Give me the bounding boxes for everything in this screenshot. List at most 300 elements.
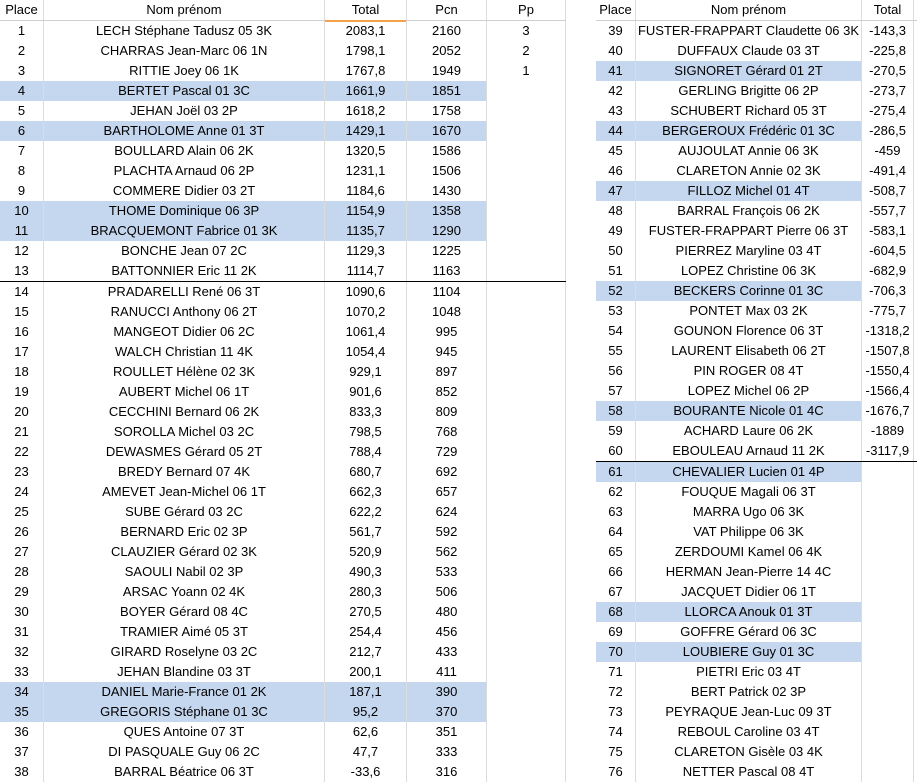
pp-cell xyxy=(487,121,566,141)
pcn-cell: 995 xyxy=(407,322,487,342)
table-row xyxy=(596,542,917,562)
place-cell: 68 xyxy=(596,602,636,622)
place-cell: 2 xyxy=(0,41,44,61)
total-cell: 2083,1 xyxy=(325,21,407,41)
table-row xyxy=(596,21,917,41)
name-cell: BATTONNIER Eric 11 2K xyxy=(44,261,325,281)
place-cell: 6 xyxy=(0,121,44,141)
total-cell: 1618,2 xyxy=(325,101,407,121)
place-cell: 75 xyxy=(596,742,636,762)
total-cell: 622,2 xyxy=(325,502,407,522)
place-cell: 57 xyxy=(596,381,636,401)
pcn-cell: 1670 xyxy=(407,121,487,141)
pp-cell xyxy=(487,101,566,121)
place-cell: 58 xyxy=(596,401,636,421)
table-body-right xyxy=(596,21,917,782)
table-row xyxy=(596,161,917,181)
pcn-cell: 852 xyxy=(407,382,487,402)
name-cell: AUBERT Michel 06 1T xyxy=(44,382,325,402)
name-cell: HERMAN Jean-Pierre 14 4C xyxy=(636,562,862,582)
pcn-cell: 456 xyxy=(407,622,487,642)
total-cell: -508,7 xyxy=(862,181,914,201)
place-cell: 27 xyxy=(0,542,44,562)
pp-cell xyxy=(487,261,566,281)
place-cell: 30 xyxy=(0,602,44,622)
place-cell: 54 xyxy=(596,321,636,341)
total-cell: -270,5 xyxy=(862,61,914,81)
name-cell: CLARETON Gisèle 03 4K xyxy=(636,742,862,762)
pcn-cell: 333 xyxy=(407,742,487,762)
name-cell: SUBE Gérard 03 2C xyxy=(44,502,325,522)
name-cell: BRACQUEMONT Fabrice 01 3K xyxy=(44,221,325,241)
name-cell: BERGEROUX Frédéric 01 3C xyxy=(636,121,862,141)
total-cell: 187,1 xyxy=(325,682,407,702)
table-header-right xyxy=(596,0,917,21)
pcn-cell: 1506 xyxy=(407,161,487,181)
ranking-table-right xyxy=(596,0,917,782)
name-cell: BERNARD Eric 02 3P xyxy=(44,522,325,542)
name-cell: BONCHE Jean 07 2C xyxy=(44,241,325,261)
name-cell: PIERREZ Maryline 03 4T xyxy=(636,241,862,261)
name-cell: PIETRI Eric 03 4T xyxy=(636,662,862,682)
name-cell: SIGNORET Gérard 01 2T xyxy=(636,61,862,81)
place-cell: 66 xyxy=(596,562,636,582)
place-cell: 60 xyxy=(596,441,636,461)
total-cell: -1566,4 xyxy=(862,381,914,401)
pp-cell xyxy=(487,362,566,382)
total-cell: 47,7 xyxy=(325,742,407,762)
total-cell: 1070,2 xyxy=(325,302,407,322)
total-cell: 798,5 xyxy=(325,422,407,442)
place-cell: 14 xyxy=(0,282,44,302)
total-cell xyxy=(862,482,914,502)
place-cell: 76 xyxy=(596,762,636,782)
pcn-cell: 533 xyxy=(407,562,487,582)
total-cell: -286,5 xyxy=(862,121,914,141)
total-cell: -1318,2 xyxy=(862,321,914,341)
pcn-cell: 351 xyxy=(407,722,487,742)
total-cell: 1320,5 xyxy=(325,141,407,161)
place-cell: 17 xyxy=(0,342,44,362)
table-row xyxy=(596,421,917,441)
place-cell: 4 xyxy=(0,81,44,101)
pcn-cell: 1851 xyxy=(407,81,487,101)
name-cell: BERTET Pascal 01 3C xyxy=(44,81,325,101)
place-cell: 22 xyxy=(0,442,44,462)
place-cell: 26 xyxy=(0,522,44,542)
pp-cell xyxy=(487,181,566,201)
pcn-cell: 729 xyxy=(407,442,487,462)
pp-cell: 1 xyxy=(487,61,566,81)
total-cell: -33,6 xyxy=(325,762,407,782)
pcn-cell: 480 xyxy=(407,602,487,622)
table-row xyxy=(0,422,566,442)
place-cell: 42 xyxy=(596,81,636,101)
place-cell: 5 xyxy=(0,101,44,121)
place-cell: 50 xyxy=(596,241,636,261)
pcn-cell: 316 xyxy=(407,762,487,782)
pcn-cell: 1290 xyxy=(407,221,487,241)
pp-cell xyxy=(487,722,566,742)
total-cell: 1767,8 xyxy=(325,61,407,81)
name-cell: GREGORIS Stéphane 01 3C xyxy=(44,702,325,722)
table-row xyxy=(596,461,917,482)
pp-cell xyxy=(487,582,566,602)
pcn-cell: 624 xyxy=(407,502,487,522)
table-row xyxy=(0,462,566,482)
name-cell: JACQUET Didier 06 1T xyxy=(636,582,862,602)
table-row xyxy=(0,382,566,402)
total-cell: -3117,9 xyxy=(862,441,914,461)
pp-cell xyxy=(487,322,566,342)
total-cell xyxy=(862,622,914,642)
table-row xyxy=(0,342,566,362)
total-cell: 1231,1 xyxy=(325,161,407,181)
total-cell xyxy=(862,662,914,682)
total-cell: 200,1 xyxy=(325,662,407,682)
pcn-cell: 657 xyxy=(407,482,487,502)
name-cell: GERLING Brigitte 06 2P xyxy=(636,81,862,101)
place-cell: 61 xyxy=(596,462,636,482)
place-cell: 3 xyxy=(0,61,44,81)
name-cell: TRAMIER Aimé 05 3T xyxy=(44,622,325,642)
pcn-cell: 1358 xyxy=(407,201,487,221)
table-row xyxy=(596,622,917,642)
place-cell: 20 xyxy=(0,402,44,422)
table-row xyxy=(596,261,917,281)
name-cell: VAT Philippe 06 3K xyxy=(636,522,862,542)
total-cell: 1061,4 xyxy=(325,322,407,342)
total-cell: 1135,7 xyxy=(325,221,407,241)
pcn-cell: 1048 xyxy=(407,302,487,322)
name-cell: NETTER Pascal 08 4T xyxy=(636,762,862,782)
name-cell: CLARETON Annie 02 3K xyxy=(636,161,862,181)
pp-cell xyxy=(487,221,566,241)
place-cell: 48 xyxy=(596,201,636,221)
table-row xyxy=(596,482,917,502)
total-cell: -604,5 xyxy=(862,241,914,261)
name-cell: PRADARELLI René 06 3T xyxy=(44,282,325,302)
place-cell: 21 xyxy=(0,422,44,442)
pp-cell xyxy=(487,522,566,542)
pcn-cell: 390 xyxy=(407,682,487,702)
place-cell: 47 xyxy=(596,181,636,201)
table-row xyxy=(0,362,566,382)
total-cell: 212,7 xyxy=(325,642,407,662)
table-row xyxy=(596,361,917,381)
table-row xyxy=(0,622,566,642)
table-row xyxy=(596,642,917,662)
name-cell: EBOULEAU Arnaud 11 2K xyxy=(636,441,862,461)
pp-cell xyxy=(487,542,566,562)
table-row xyxy=(596,321,917,341)
table-row xyxy=(0,101,566,121)
table-row xyxy=(0,302,566,322)
table-row xyxy=(596,502,917,522)
name-cell: JEHAN Blandine 03 3T xyxy=(44,662,325,682)
table-row xyxy=(596,722,917,742)
table-row xyxy=(596,682,917,702)
total-cell: 1661,9 xyxy=(325,81,407,101)
table-row xyxy=(0,322,566,342)
place-cell: 12 xyxy=(0,241,44,261)
table-row xyxy=(0,562,566,582)
table-row xyxy=(0,722,566,742)
place-cell: 23 xyxy=(0,462,44,482)
place-cell: 73 xyxy=(596,702,636,722)
table-row xyxy=(0,442,566,462)
total-cell xyxy=(862,522,914,542)
place-cell: 7 xyxy=(0,141,44,161)
name-cell: SOROLLA Michel 03 2C xyxy=(44,422,325,442)
table-header-left xyxy=(0,0,566,21)
total-cell: 254,4 xyxy=(325,622,407,642)
place-cell: 56 xyxy=(596,361,636,381)
name-cell: FILLOZ Michel 01 4T xyxy=(636,181,862,201)
total-cell: 929,1 xyxy=(325,362,407,382)
pp-cell xyxy=(487,702,566,722)
pcn-cell: 768 xyxy=(407,422,487,442)
total-cell xyxy=(862,562,914,582)
name-cell: MANGEOT Didier 06 2C xyxy=(44,322,325,342)
name-cell: LOPEZ Christine 06 3K xyxy=(636,261,862,281)
header-total: Total xyxy=(325,0,407,22)
place-cell: 55 xyxy=(596,341,636,361)
total-cell: 62,6 xyxy=(325,722,407,742)
pp-cell xyxy=(487,562,566,582)
total-cell xyxy=(862,642,914,662)
total-cell: 1090,6 xyxy=(325,282,407,302)
pcn-cell: 506 xyxy=(407,582,487,602)
pp-cell xyxy=(487,482,566,502)
table-row xyxy=(0,281,566,302)
table-row xyxy=(596,221,917,241)
total-cell: 280,3 xyxy=(325,582,407,602)
pp-cell xyxy=(487,81,566,101)
pcn-cell: 1104 xyxy=(407,282,487,302)
place-cell: 51 xyxy=(596,261,636,281)
table-row xyxy=(0,141,566,161)
header-total: Total xyxy=(862,0,914,20)
pp-cell xyxy=(487,762,566,782)
name-cell: BOYER Gérard 08 4C xyxy=(44,602,325,622)
header-pp: Pp xyxy=(487,0,566,20)
total-cell: -706,3 xyxy=(862,281,914,301)
table-row xyxy=(0,702,566,722)
table-row xyxy=(596,562,917,582)
table-row xyxy=(596,241,917,261)
place-cell: 13 xyxy=(0,261,44,281)
table-row xyxy=(596,762,917,782)
table-row xyxy=(596,81,917,101)
total-cell xyxy=(862,462,914,482)
place-cell: 16 xyxy=(0,322,44,342)
total-cell: -1550,4 xyxy=(862,361,914,381)
pp-cell xyxy=(487,662,566,682)
place-cell: 19 xyxy=(0,382,44,402)
place-cell: 34 xyxy=(0,682,44,702)
name-cell: THOME Dominique 06 3P xyxy=(44,201,325,221)
pp-cell xyxy=(487,682,566,702)
table-row xyxy=(0,241,566,261)
total-cell: -225,8 xyxy=(862,41,914,61)
total-cell: -1889 xyxy=(862,421,914,441)
name-cell: BARRAL Béatrice 06 3T xyxy=(44,762,325,782)
total-cell: 1184,6 xyxy=(325,181,407,201)
place-cell: 74 xyxy=(596,722,636,742)
total-cell xyxy=(862,722,914,742)
place-cell: 31 xyxy=(0,622,44,642)
pp-cell xyxy=(487,622,566,642)
total-cell xyxy=(862,582,914,602)
table-row xyxy=(596,301,917,321)
table-row xyxy=(596,41,917,61)
pcn-cell: 1758 xyxy=(407,101,487,121)
table-row xyxy=(0,41,566,61)
place-cell: 39 xyxy=(596,21,636,41)
header-place: Place xyxy=(596,0,636,20)
name-cell: BARTHOLOME Anne 01 3T xyxy=(44,121,325,141)
name-cell: QUES Antoine 07 3T xyxy=(44,722,325,742)
total-cell: -273,7 xyxy=(862,81,914,101)
table-row xyxy=(0,201,566,221)
pp-cell xyxy=(487,742,566,762)
place-cell: 59 xyxy=(596,421,636,441)
place-cell: 40 xyxy=(596,41,636,61)
total-cell xyxy=(862,762,914,782)
table-row xyxy=(596,522,917,542)
name-cell: PEYRAQUE Jean-Luc 09 3T xyxy=(636,702,862,722)
pcn-cell: 1430 xyxy=(407,181,487,201)
pcn-cell: 1225 xyxy=(407,241,487,261)
table-row xyxy=(596,61,917,81)
name-cell: SCHUBERT Richard 05 3T xyxy=(636,101,862,121)
total-cell: -143,3 xyxy=(862,21,914,41)
table-row xyxy=(596,401,917,421)
total-cell: 1798,1 xyxy=(325,41,407,61)
name-cell: GOUNON Florence 06 3T xyxy=(636,321,862,341)
header-name: Nom prénom xyxy=(636,0,862,20)
table-row xyxy=(596,582,917,602)
name-cell: BOURANTE Nicole 01 4C xyxy=(636,401,862,421)
total-cell xyxy=(862,682,914,702)
place-cell: 45 xyxy=(596,141,636,161)
pcn-cell: 411 xyxy=(407,662,487,682)
name-cell: LAURENT Elisabeth 06 2T xyxy=(636,341,862,361)
pp-cell xyxy=(487,642,566,662)
pcn-cell: 1163 xyxy=(407,261,487,281)
name-cell: ZERDOUMI Kamel 06 4K xyxy=(636,542,862,562)
table-row xyxy=(0,742,566,762)
name-cell: SAOULI Nabil 02 3P xyxy=(44,562,325,582)
name-cell: COMMERE Didier 03 2T xyxy=(44,181,325,201)
pcn-cell: 433 xyxy=(407,642,487,662)
place-cell: 65 xyxy=(596,542,636,562)
place-cell: 8 xyxy=(0,161,44,181)
total-cell xyxy=(862,542,914,562)
name-cell: RITTIE Joey 06 1K xyxy=(44,61,325,81)
place-cell: 35 xyxy=(0,702,44,722)
pcn-cell: 562 xyxy=(407,542,487,562)
place-cell: 32 xyxy=(0,642,44,662)
name-cell: LLORCA Anouk 01 3T xyxy=(636,602,862,622)
name-cell: MARRA Ugo 06 3K xyxy=(636,502,862,522)
total-cell: 1054,4 xyxy=(325,342,407,362)
total-cell: -491,4 xyxy=(862,161,914,181)
name-cell: ARSAC Yoann 02 4K xyxy=(44,582,325,602)
pp-cell: 2 xyxy=(487,41,566,61)
pp-cell xyxy=(487,402,566,422)
table-row xyxy=(596,742,917,762)
place-cell: 53 xyxy=(596,301,636,321)
place-cell: 25 xyxy=(0,502,44,522)
table-row xyxy=(596,121,917,141)
place-cell: 43 xyxy=(596,101,636,121)
place-cell: 71 xyxy=(596,662,636,682)
total-cell: -1507,8 xyxy=(862,341,914,361)
pp-cell: 3 xyxy=(487,21,566,41)
total-cell: -275,4 xyxy=(862,101,914,121)
total-cell: 1114,7 xyxy=(325,261,407,281)
place-cell: 52 xyxy=(596,281,636,301)
total-cell: -557,7 xyxy=(862,201,914,221)
total-cell: 1129,3 xyxy=(325,241,407,261)
table-row xyxy=(596,201,917,221)
total-cell xyxy=(862,502,914,522)
place-cell: 44 xyxy=(596,121,636,141)
name-cell: DANIEL Marie-France 01 2K xyxy=(44,682,325,702)
name-cell: CECCHINI Bernard 06 2K xyxy=(44,402,325,422)
pp-cell xyxy=(487,161,566,181)
total-cell xyxy=(862,702,914,722)
header-name: Nom prénom xyxy=(44,0,325,20)
name-cell: WALCH Christian 11 4K xyxy=(44,342,325,362)
pp-cell xyxy=(487,382,566,402)
name-cell: PIN ROGER 08 4T xyxy=(636,361,862,381)
place-cell: 36 xyxy=(0,722,44,742)
name-cell: DI PASQUALE Guy 06 2C xyxy=(44,742,325,762)
place-cell: 28 xyxy=(0,562,44,582)
total-cell: 680,7 xyxy=(325,462,407,482)
total-cell: 270,5 xyxy=(325,602,407,622)
name-cell: BOULLARD Alain 06 2K xyxy=(44,141,325,161)
place-cell: 24 xyxy=(0,482,44,502)
place-cell: 11 xyxy=(0,221,44,241)
place-cell: 46 xyxy=(596,161,636,181)
table-row xyxy=(0,81,566,101)
place-cell: 67 xyxy=(596,582,636,602)
pp-cell xyxy=(487,302,566,322)
pp-cell xyxy=(487,502,566,522)
name-cell: FUSTER-FRAPPART Pierre 06 3T xyxy=(636,221,862,241)
pcn-cell: 370 xyxy=(407,702,487,722)
table-row xyxy=(596,441,917,461)
pcn-cell: 809 xyxy=(407,402,487,422)
pp-cell xyxy=(487,462,566,482)
place-cell: 37 xyxy=(0,742,44,762)
pcn-cell: 592 xyxy=(407,522,487,542)
name-cell: REBOUL Caroline 03 4T xyxy=(636,722,862,742)
table-row xyxy=(0,522,566,542)
place-cell: 38 xyxy=(0,762,44,782)
place-cell: 41 xyxy=(596,61,636,81)
pp-cell xyxy=(487,602,566,622)
pcn-cell: 945 xyxy=(407,342,487,362)
total-cell: 1429,1 xyxy=(325,121,407,141)
total-cell: -775,7 xyxy=(862,301,914,321)
table-row xyxy=(596,101,917,121)
name-cell: CLAUZIER Gérard 02 3K xyxy=(44,542,325,562)
